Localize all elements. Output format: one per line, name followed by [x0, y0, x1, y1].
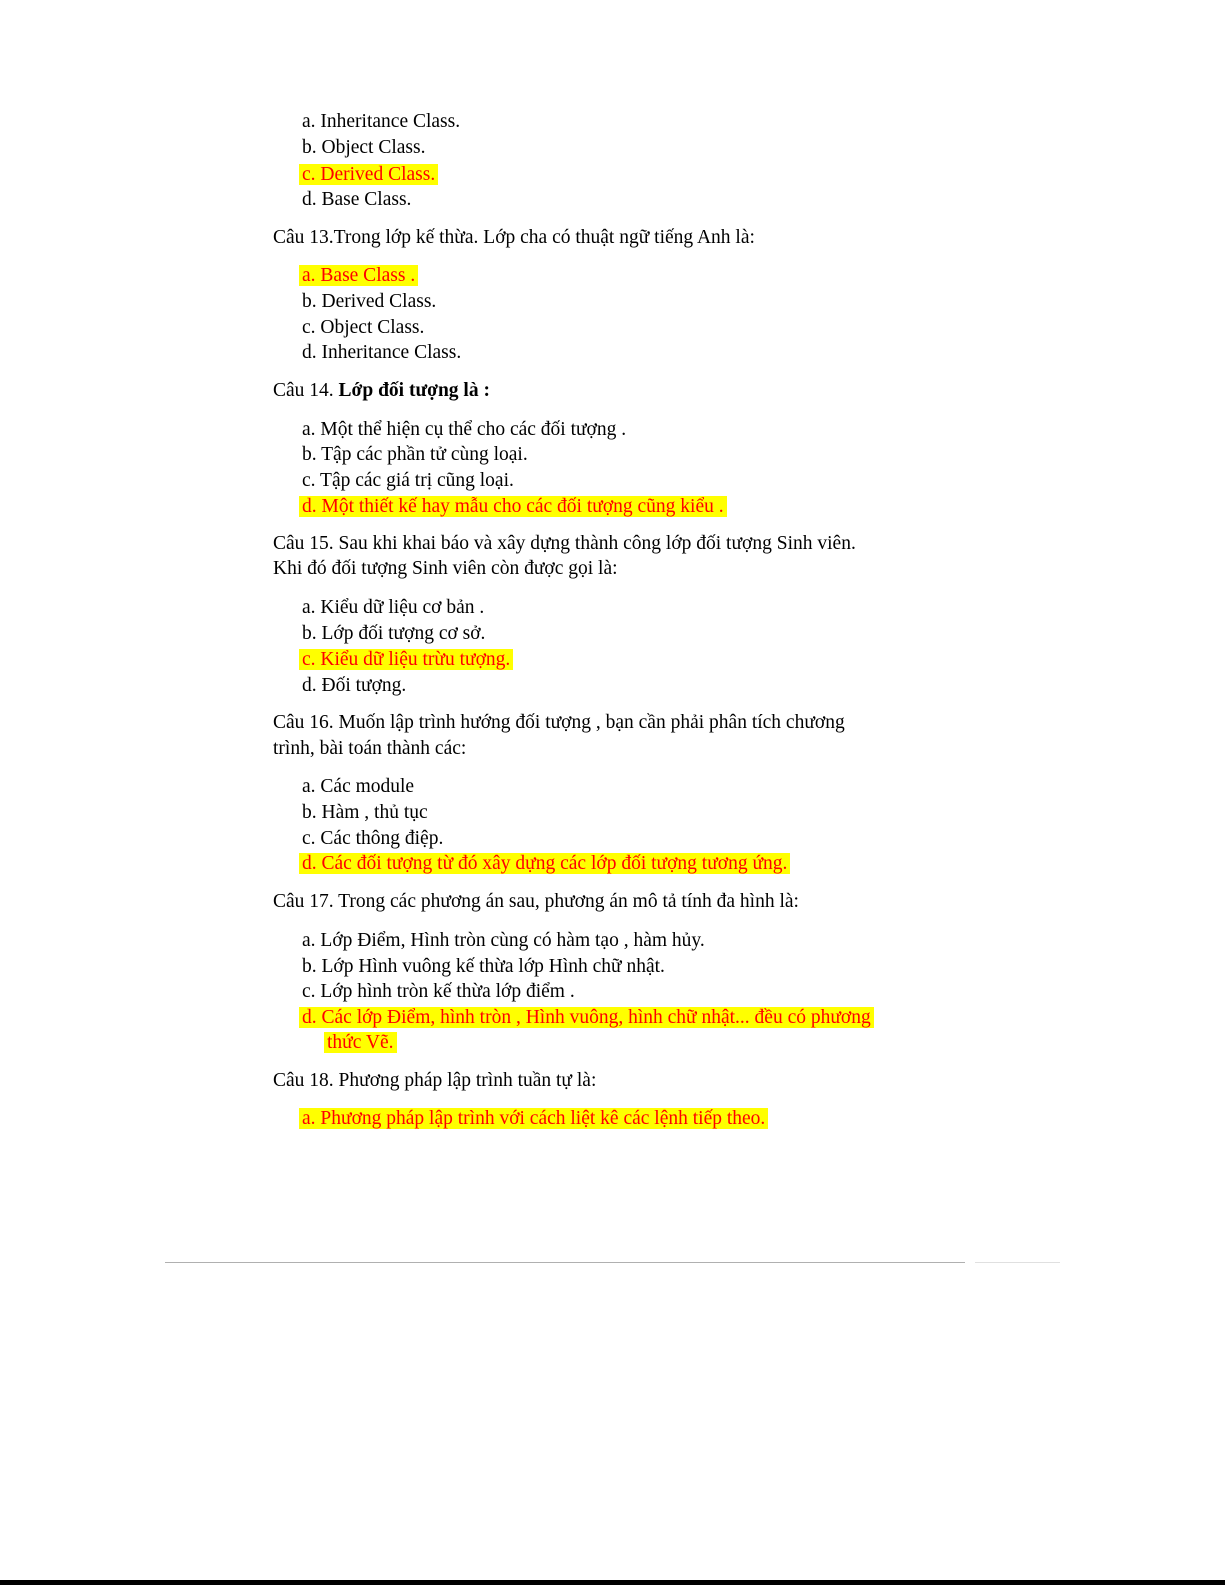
q15-option-a: a. Kiểu dữ liệu cơ bản .: [302, 597, 485, 618]
q17-option-a: a. Lớp Điểm, Hình tròn cùng có hàm tạo , hàm hủy.: [302, 930, 705, 951]
footer-divider-faint: [975, 1262, 1060, 1263]
answer-highlight: a. Base Class .: [299, 265, 418, 286]
q17-option-d-answer: [302, 1006, 874, 1030]
q14-option-a: a. Một thể hiện cụ thể cho các đối tượng .: [302, 419, 627, 440]
q18-question: Câu 18. Phương pháp lập trình tuần tự là:: [273, 1070, 597, 1091]
q15-option-b: b. Lớp đối tượng cơ sở.: [302, 623, 486, 644]
footer-divider: [165, 1262, 965, 1263]
q18-option-a-answer: [302, 1107, 768, 1131]
q16-option-b: b. Hàm , thủ tục: [302, 802, 428, 823]
q15-option-c-answer: [302, 648, 513, 672]
q16-question-line2: trình, bài toán thành các:: [273, 738, 467, 759]
q12-option-c-answer: [302, 163, 438, 187]
q16-option-d-answer: [302, 852, 790, 876]
q13-option-a-answer: [302, 264, 418, 288]
q14-option-c: c. Tập các giá trị cũng loại.: [302, 470, 514, 491]
q14-question-bold: Lớp đối tượng là :: [338, 380, 490, 401]
answer-highlight: d. Một thiết kế hay mẫu cho các đối tượng cũng kiểu .: [299, 496, 727, 517]
answer-highlight: d. Các lớp Điểm, hình tròn , Hình vuông, hình chữ nhật... đều có phương: [299, 1007, 874, 1028]
q14-option-d-answer: [302, 495, 727, 519]
answer-highlight: c. Derived Class.: [299, 164, 438, 185]
q17-option-d-continuation: [327, 1031, 397, 1055]
q13-option-c: c. Object Class.: [302, 317, 425, 338]
q15-option-d: d. Đối tượng.: [302, 675, 407, 696]
q16-option-c: c. Các thông điệp.: [302, 828, 444, 849]
q13-option-d: d. Inheritance Class.: [302, 342, 462, 363]
q12-option-a: a. Inheritance Class.: [302, 111, 461, 132]
q15-question-line1: Câu 15. Sau khi khai báo và xây dựng thành công lớp đối tượng Sinh viên.: [273, 533, 856, 554]
q15-question-line2: Khi đó đối tượng Sinh viên còn được gọi là:: [273, 558, 618, 579]
answer-highlight: c. Kiểu dữ liệu trừu tượng.: [299, 649, 513, 670]
q13-question: Câu 13.Trong lớp kế thừa. Lớp cha có thuật ngữ tiếng Anh là:: [273, 227, 755, 248]
answer-highlight: a. Phương pháp lập trình với cách liệt kê các lệnh tiếp theo.: [299, 1108, 768, 1129]
q17-option-c: c. Lớp hình tròn kế thừa lớp điểm .: [302, 981, 575, 1002]
answer-highlight: thức Vẽ.: [324, 1032, 397, 1053]
q17-option-b: b. Lớp Hình vuông kế thừa lớp Hình chữ nhật.: [302, 956, 665, 977]
q12-option-d: d. Base Class.: [302, 189, 412, 210]
q16-question-line1: Câu 16. Muốn lập trình hướng đối tượng , bạn cần phải phân tích chương: [273, 712, 845, 733]
q17-question: Câu 17. Trong các phương án sau, phương án mô tả tính đa hình là:: [273, 891, 799, 912]
q14-question: [273, 379, 490, 403]
answer-highlight: d. Các đối tượng từ đó xây dựng các lớp đối tượng tương ứng.: [299, 853, 790, 874]
q14-option-b: b. Tập các phần tử cùng loại.: [302, 444, 528, 465]
page-bottom-edge: [0, 1580, 1225, 1585]
q13-option-b: b. Derived Class.: [302, 291, 437, 312]
q16-option-a: a. Các module: [302, 776, 415, 797]
q14-prefix: Câu 14.: [273, 380, 339, 401]
q12-option-b: b. Object Class.: [302, 137, 426, 158]
